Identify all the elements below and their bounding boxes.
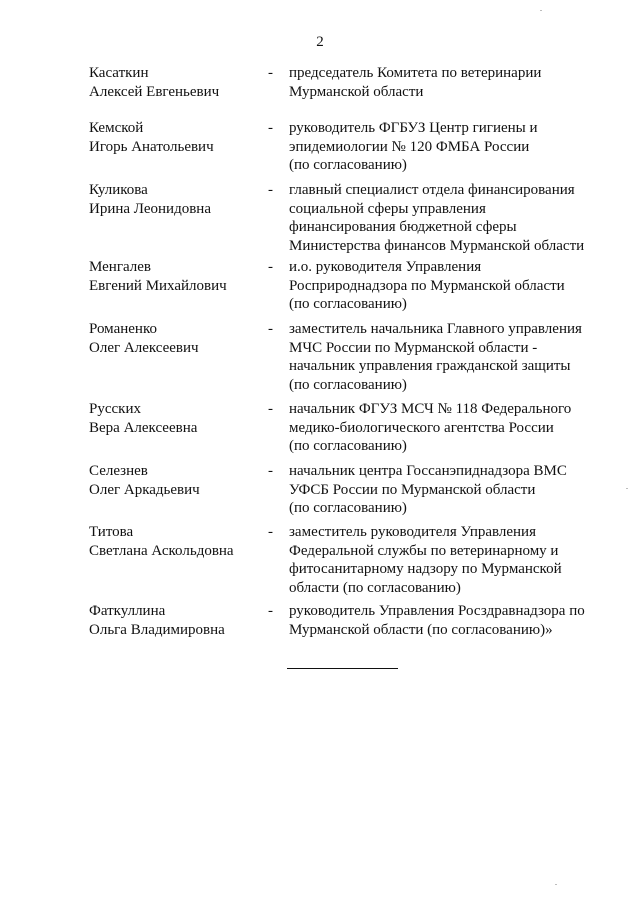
member-name-line: Игорь Анатольевич — [89, 138, 214, 155]
member-role-line: руководитель ФГБУЗ Центр гигиены и — [289, 120, 538, 136]
member-role-line: медико-биологического агентства России — [289, 419, 554, 436]
member-name — [89, 258, 264, 295]
member-name-line: Евгений Михайлович — [89, 277, 227, 294]
member-name — [89, 119, 264, 156]
member-role-line: области (по согласованию) — [289, 579, 461, 596]
member-role-line: руководитель Управления Росздравнадзора по — [289, 603, 585, 619]
member-name-line: Романенко — [89, 321, 157, 337]
member-name — [89, 320, 264, 357]
member-name — [89, 64, 264, 101]
member-role-line: (по согласованию) — [289, 376, 407, 393]
member-role-line: Мурманской области (по согласованию)» — [289, 621, 553, 638]
dash-separator: - — [268, 524, 273, 540]
member-role-line: председатель Комитета по ветеринарии — [289, 65, 542, 81]
dash-separator: - — [268, 182, 273, 198]
member-name-line: Менгалев — [89, 259, 151, 275]
member-name-line: Фаткуллина — [89, 603, 166, 619]
member-name-line: Светлана Аскольдовна — [89, 542, 234, 559]
member-name-line: Алексей Евгеньевич — [89, 83, 220, 100]
member-role-line: начальник центра Госсанэпиднадзора ВМС — [289, 463, 567, 479]
member-role-line: Министерства финансов Мурманской области — [289, 237, 585, 254]
member-role — [289, 258, 594, 314]
dash-separator: - — [268, 120, 273, 136]
member-role-line: финансирования бюджетной сферы — [289, 219, 517, 235]
member-role-line: начальник управления гражданской защиты — [289, 358, 571, 374]
member-name — [89, 523, 264, 560]
member-role — [289, 523, 594, 597]
member-role-line: МЧС России по Мурманской области - — [289, 339, 538, 356]
member-role-line: главный специалист отдела финансирования — [289, 182, 575, 198]
member-name — [89, 602, 264, 639]
member-name-line: Русских — [89, 401, 141, 417]
dash-separator: - — [268, 463, 273, 479]
member-role-line: (по согласованию) — [289, 438, 407, 454]
member-name-line: Ирина Леонидовна — [89, 200, 211, 217]
member-role-line: Росприроднадзора по Мурманской области — [289, 277, 565, 294]
member-name — [89, 181, 264, 218]
dash-separator: - — [268, 321, 273, 337]
end-rule — [287, 668, 398, 669]
member-name-line: Олег Аркадьевич — [89, 481, 200, 498]
page-number: 2 — [316, 34, 324, 50]
member-role — [289, 181, 594, 255]
dash-separator: - — [268, 65, 273, 81]
dash-separator: - — [268, 603, 273, 619]
member-name-line: Титова — [89, 524, 134, 540]
member-role-line: и.о. руководителя Управления — [289, 259, 482, 275]
member-role-line: Мурманской области — [289, 83, 424, 100]
member-name-line: Кемской — [89, 120, 144, 136]
member-role-line: заместитель руководителя Управления — [289, 524, 536, 540]
member-name-line: Ольга Владимировна — [89, 621, 225, 638]
member-role — [289, 602, 594, 639]
member-role-line: заместитель начальника Главного управления — [289, 321, 582, 337]
member-name-line: Касаткин — [89, 65, 149, 81]
dash-separator: - — [268, 401, 273, 417]
member-name-line: Куликова — [89, 182, 148, 198]
member-role-line: (по согласованию) — [289, 157, 407, 173]
member-role-line: Федеральной службы по ветеринарному и — [289, 542, 559, 559]
member-name-line: Селезнев — [89, 463, 148, 479]
member-role-line: социальной сферы управления — [289, 200, 486, 217]
member-name-line: Вера Алексеевна — [89, 419, 198, 436]
scan-speck — [626, 488, 628, 489]
member-role-line: фитосанитарному надзору по Мурманской — [289, 561, 562, 577]
member-role — [289, 320, 594, 394]
member-name — [89, 462, 264, 499]
member-role-line: (по согласованию) — [289, 500, 407, 516]
dash-separator: - — [268, 259, 273, 275]
scan-speck — [540, 10, 542, 11]
member-role — [289, 400, 594, 456]
member-name-line: Олег Алексеевич — [89, 339, 199, 356]
member-role — [289, 64, 594, 101]
member-role-line: (по согласованию) — [289, 296, 407, 312]
member-role — [289, 119, 594, 175]
member-role-line: начальник ФГУЗ МСЧ № 118 Федерального — [289, 401, 572, 417]
member-role — [289, 462, 594, 518]
scan-speck — [555, 884, 557, 885]
member-role-line: УФСБ России по Мурманской области — [289, 481, 536, 498]
member-name — [89, 400, 264, 437]
member-role-line: эпидемиологии № 120 ФМБА России — [289, 138, 530, 155]
